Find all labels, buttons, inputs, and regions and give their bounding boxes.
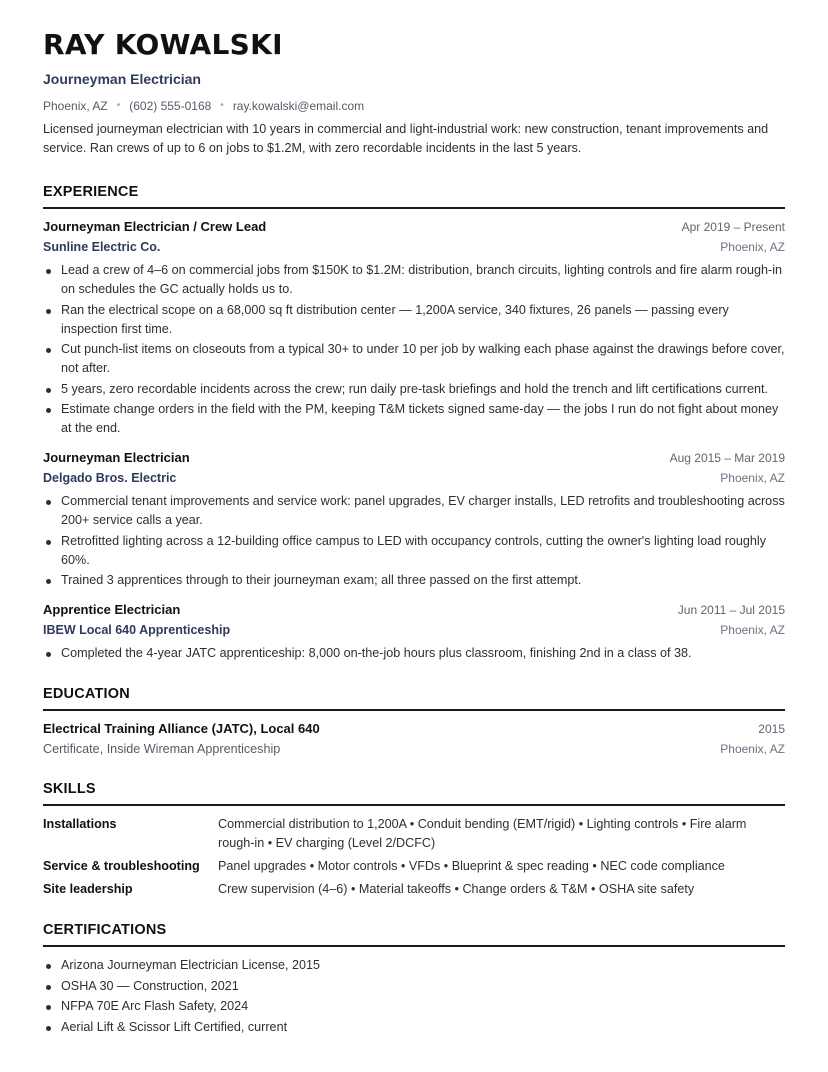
bullet-dot-icon — [46, 1026, 51, 1031]
job-header — [43, 218, 785, 236]
list-item — [43, 380, 785, 399]
job-bullets — [43, 261, 785, 438]
section-divider — [43, 804, 785, 806]
job-entry — [43, 601, 785, 663]
education-credential: Certificate, Inside Wireman Apprenticeship — [43, 742, 281, 756]
section-title-skills: SKILLS — [43, 781, 96, 797]
job-company: Delgado Bros. Electric — [43, 471, 177, 485]
job-location: Phoenix, AZ — [720, 471, 785, 485]
skill-list: Panel upgrades • Motor controls • VFDs • Blueprint & spec reading • NEC code compliance — [218, 859, 725, 873]
list-item — [43, 492, 785, 530]
bullet-text: Commercial tenant improvements and service work: panel upgrades, EV charger installs, LED retrofits and troubleshooting across 200+ service calls a year. — [61, 494, 785, 527]
skills-table — [43, 815, 785, 899]
education-location: Phoenix, AZ — [720, 742, 785, 756]
skill-category: Site leadership — [43, 882, 133, 896]
education-year: 2015 — [758, 722, 785, 736]
certification-text: Arizona Journeyman Electrician License, 2015 — [61, 958, 321, 972]
bullet-text: Lead a crew of 4–6 on commercial jobs from $150K to $1.2M: distribution, branch circuits, lighting controls and fire alarm rough-in on schedules the GC actually holds us to. — [61, 263, 782, 296]
candidate-name: RAY KOWALSKI — [43, 28, 283, 61]
job-dates: Aug 2015 – Mar 2019 — [669, 451, 785, 465]
list-item — [43, 571, 785, 590]
contact-line — [43, 98, 785, 114]
job-bullets — [43, 644, 785, 663]
contact-email[interactable]: ray.kowalski@email.com — [232, 99, 365, 113]
bullet-text: Ran the electrical scope on a 68,000 sq ft distribution center — 1,200A service, 340 fixtures, 26 panels — passing every inspection first time. — [61, 302, 729, 336]
skill-list: Crew supervision (4–6) • Material takeoffs • Change orders & T&M • OSHA site safety — [218, 882, 695, 896]
skill-list: Commercial distribution to 1,200A • Conduit bending (EMT/rigid) • Lighting controls • Fire alarm rough-in • EV charging (Level 2/DCFC) — [218, 817, 747, 850]
certifications-list — [43, 956, 785, 1037]
list-item — [43, 1018, 785, 1037]
contact-phone: (602) 555-0168 — [129, 99, 212, 113]
bullet-dot-icon — [46, 540, 51, 545]
job-company: Sunline Electric Co. — [43, 240, 161, 254]
experience-section — [43, 183, 785, 663]
job-title: Journeyman Electrician — [43, 450, 190, 465]
education-entry — [43, 720, 785, 758]
skill-row — [43, 857, 785, 876]
section-divider — [43, 207, 785, 209]
skill-row — [43, 880, 785, 899]
skill-category: Installations — [43, 817, 117, 831]
job-title: Apprentice Electrician — [43, 602, 181, 617]
job-entry — [43, 449, 785, 590]
bullet-text: 5 years, zero recordable incidents across the crew; run daily pre-task briefings and hold the trench and lift certifications current. — [61, 381, 768, 396]
bullet-dot-icon — [46, 269, 51, 274]
job-subheader — [43, 621, 785, 639]
job-company: IBEW Local 640 Apprenticeship — [43, 623, 231, 637]
bullet-text: Retrofitted lighting across a 12-building office campus to LED with occupancy controls, cutting the owner's lighting load roughly 60%. — [61, 533, 767, 567]
education-section — [43, 685, 785, 758]
list-item — [43, 261, 785, 299]
bullet-dot-icon — [46, 1005, 51, 1010]
bullet-dot-icon — [46, 985, 51, 990]
job-header — [43, 601, 785, 619]
education-subheader — [43, 740, 785, 758]
job-subheader — [43, 469, 785, 487]
list-item — [43, 301, 785, 339]
bullet-dot-icon — [46, 408, 51, 413]
bullet-dot-icon — [46, 652, 51, 657]
list-item — [43, 532, 785, 570]
section-divider — [43, 945, 785, 947]
job-subheader — [43, 238, 785, 256]
bullet-text: Estimate change orders in the field with the PM, keeping T&M tickets signed same-day — the jobs I run do not fight about money at the end. — [61, 402, 779, 435]
list-item — [43, 977, 785, 996]
list-item — [43, 400, 785, 438]
candidate-headline: Journeyman Electrician — [43, 71, 201, 87]
education-header — [43, 720, 785, 738]
bullet-dot-icon — [46, 964, 51, 969]
bullet-text: Trained 3 apprentices through to their journeyman exam; all three passed on the first attempt. — [61, 573, 582, 587]
skill-category: Service & troubleshooting — [43, 859, 200, 873]
professional-summary: Licensed journeyman electrician with 10 years in commercial and light-industrial work: new construction, tenant improvements and service. Ran crews of up to 6 on jobs to $1.2M, with zero recordable incidents in the last 5 years. — [43, 122, 769, 155]
contact-location: Phoenix, AZ — [43, 99, 108, 113]
bullet-text: Completed the 4-year JATC apprenticeship: 8,000 on-the-job hours plus classroom, finishing 2nd in a class of 38. — [61, 646, 692, 660]
contact-separator: • — [220, 100, 224, 111]
list-item — [43, 956, 785, 975]
job-location: Phoenix, AZ — [720, 240, 785, 254]
bullet-dot-icon — [46, 500, 51, 505]
certification-text: Aerial Lift & Scissor Lift Certified, current — [61, 1019, 288, 1034]
job-dates: Apr 2019 – Present — [681, 220, 785, 234]
contact-separator: • — [116, 100, 121, 111]
bullet-dot-icon — [46, 388, 51, 393]
certification-text: OSHA 30 — Construction, 2021 — [61, 978, 239, 993]
bullet-dot-icon — [46, 309, 51, 314]
skill-row — [43, 815, 785, 853]
list-item — [43, 340, 785, 378]
section-divider — [43, 709, 785, 711]
list-item — [43, 644, 785, 663]
education-school: Electrical Training Alliance (JATC), Local 640 — [43, 721, 320, 736]
skills-section — [43, 780, 785, 899]
job-bullets — [43, 492, 785, 590]
job-title: Journeyman Electrician / Crew Lead — [43, 219, 267, 234]
job-entry — [43, 218, 785, 438]
job-location: Phoenix, AZ — [720, 623, 785, 637]
bullet-dot-icon — [46, 579, 51, 584]
section-title-education: EDUCATION — [43, 686, 130, 702]
list-item — [43, 997, 785, 1016]
certifications-section — [43, 921, 785, 1037]
job-dates: Jun 2011 – Jul 2015 — [677, 603, 785, 617]
certification-text: NFPA 70E Arc Flash Safety, 2024 — [61, 999, 249, 1013]
bullet-dot-icon — [46, 348, 51, 353]
section-title-experience: EXPERIENCE — [43, 184, 139, 200]
section-title-certifications: CERTIFICATIONS — [43, 922, 167, 938]
bullet-text: Cut punch-list items on closeouts from a typical 30+ to under 10 per job by walking each phase against the drawings before cover, not after. — [61, 342, 785, 375]
job-header — [43, 449, 785, 467]
